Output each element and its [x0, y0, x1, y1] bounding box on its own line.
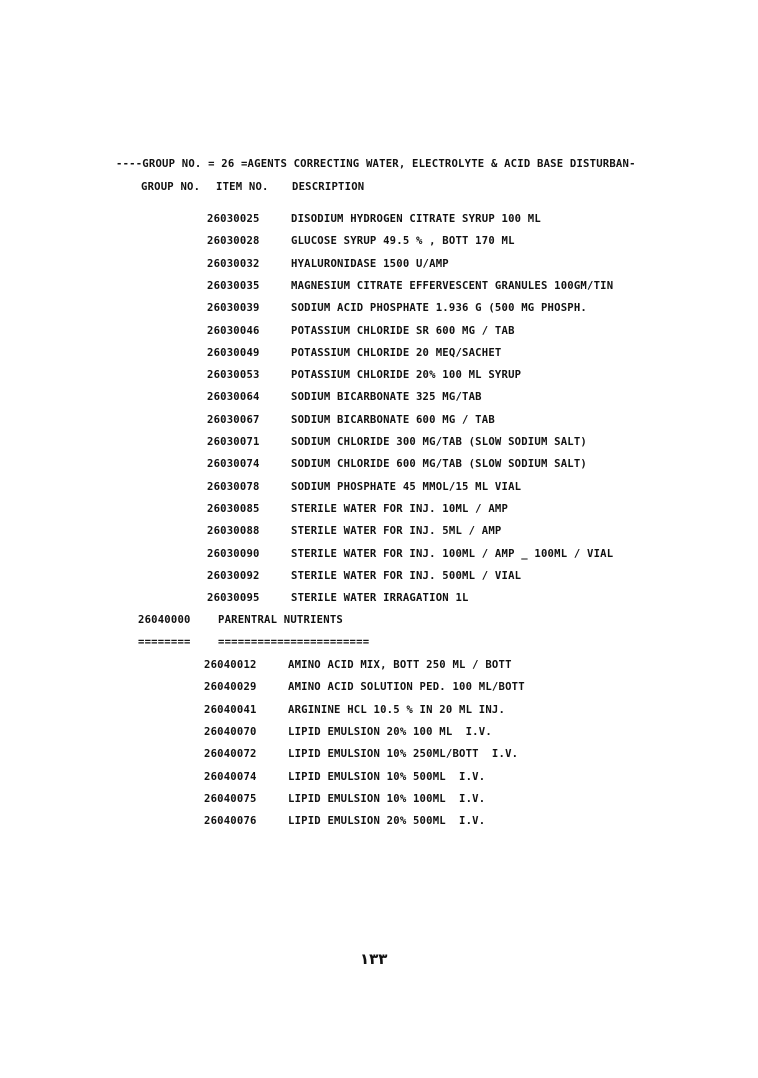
column-header-description: DESCRIPTION — [292, 181, 365, 193]
item-code: 26030085 — [207, 502, 260, 515]
item-description: SODIUM BICARBONATE 325 MG/TAB — [291, 391, 482, 404]
item-description: GLUCOSE SYRUP 49.5 % , BOTT 170 ML — [291, 235, 515, 248]
item-code: 26040012 — [204, 659, 257, 671]
item-description: DISODIUM HYDROGEN CITRATE SYRUP 100 ML — [291, 213, 541, 225]
item-description: LIPID EMULSION 20% 100 ML I.V. — [288, 725, 492, 738]
item-description: ARGININE HCL 10.5 % IN 20 ML INJ. — [288, 703, 506, 716]
item-description: POTASSIUM CHLORIDE 20% 100 ML SYRUP — [291, 369, 522, 382]
item-description: LIPID EMULSION 10% 500ML I.V. — [288, 770, 486, 783]
subgroup-title-underline: ======================= — [218, 636, 370, 648]
item-code: 26040041 — [204, 703, 257, 716]
item-code: 26030049 — [207, 346, 260, 359]
item-description: STERILE WATER FOR INJ. 100ML / AMP _ 100ML / VIAL — [291, 547, 614, 560]
item-code: 26040029 — [204, 681, 257, 694]
item-code: 26040072 — [204, 748, 257, 761]
item-code: 26030032 — [207, 257, 260, 270]
item-code: 26030095 — [207, 592, 260, 605]
item-description: STERILE WATER FOR INJ. 500ML / VIAL — [291, 569, 522, 582]
item-description: STERILE WATER FOR INJ. 5ML / AMP — [291, 525, 502, 538]
item-code: 26040070 — [204, 725, 257, 738]
column-header-item: ITEM NO. — [216, 181, 269, 193]
subgroup-code-underline: ======== — [138, 636, 191, 648]
item-description: STERILE WATER IRRAGATION 1L — [291, 592, 469, 605]
item-description: SODIUM PHOSPHATE 45 MMOL/15 ML VIAL — [291, 480, 522, 493]
item-code: 26030046 — [207, 324, 260, 337]
item-description: AMINO ACID MIX, BOTT 250 ML / BOTT — [288, 659, 512, 671]
column-header-group: GROUP NO. — [141, 181, 201, 193]
item-description: LIPID EMULSION 10% 250ML/BOTT I.V. — [288, 748, 519, 761]
item-description: HYALURONIDASE 1500 U/AMP — [291, 257, 449, 270]
subgroup-code: 26040000 — [138, 614, 191, 626]
item-code: 26030092 — [207, 569, 260, 582]
item-code: 26030074 — [207, 458, 260, 471]
page-number: ١٣٣ — [360, 950, 388, 968]
item-description: AMINO ACID SOLUTION PED. 100 ML/BOTT — [288, 681, 525, 694]
item-description: LIPID EMULSION 10% 100ML I.V. — [288, 792, 486, 805]
item-code: 26040076 — [204, 815, 257, 828]
item-description: MAGNESIUM CITRATE EFFERVESCENT GRANULES 100GM/TIN — [291, 279, 614, 292]
item-code: 26040074 — [204, 770, 257, 783]
item-description: SODIUM CHLORIDE 600 MG/TAB (SLOW SODIUM SALT) — [291, 458, 588, 471]
item-code: 26030053 — [207, 369, 260, 382]
item-description: LIPID EMULSION 20% 500ML I.V. — [288, 815, 486, 828]
item-code: 26030090 — [207, 547, 260, 560]
item-code: 26030039 — [207, 302, 260, 315]
item-description: POTASSIUM CHLORIDE 20 MEQ/SACHET — [291, 346, 502, 359]
item-code: 26030064 — [207, 391, 260, 404]
item-code: 26030028 — [207, 235, 260, 248]
item-code: 26040075 — [204, 792, 257, 805]
item-code: 26030025 — [207, 213, 260, 225]
item-code: 26030035 — [207, 279, 260, 292]
subgroup-title: PARENTRAL NUTRIENTS — [218, 614, 343, 626]
group-heading: ----GROUP NO. = 26 =AGENTS CORRECTING WATER, ELECTROLYTE & ACID BASE DISTURBAN- — [116, 158, 636, 170]
item-description: SODIUM BICARBONATE 600 MG / TAB — [291, 413, 495, 426]
item-code: 26030088 — [207, 525, 260, 538]
item-description: SODIUM ACID PHOSPHATE 1.936 G (500 MG PHOSPH. — [291, 302, 588, 315]
item-description: POTASSIUM CHLORIDE SR 600 MG / TAB — [291, 324, 515, 337]
item-description: SODIUM CHLORIDE 300 MG/TAB (SLOW SODIUM SALT) — [291, 436, 588, 448]
item-code: 26030067 — [207, 413, 260, 426]
item-code: 26030078 — [207, 480, 260, 493]
item-description: STERILE WATER FOR INJ. 10ML / AMP — [291, 502, 509, 515]
item-code: 26030071 — [207, 436, 260, 448]
